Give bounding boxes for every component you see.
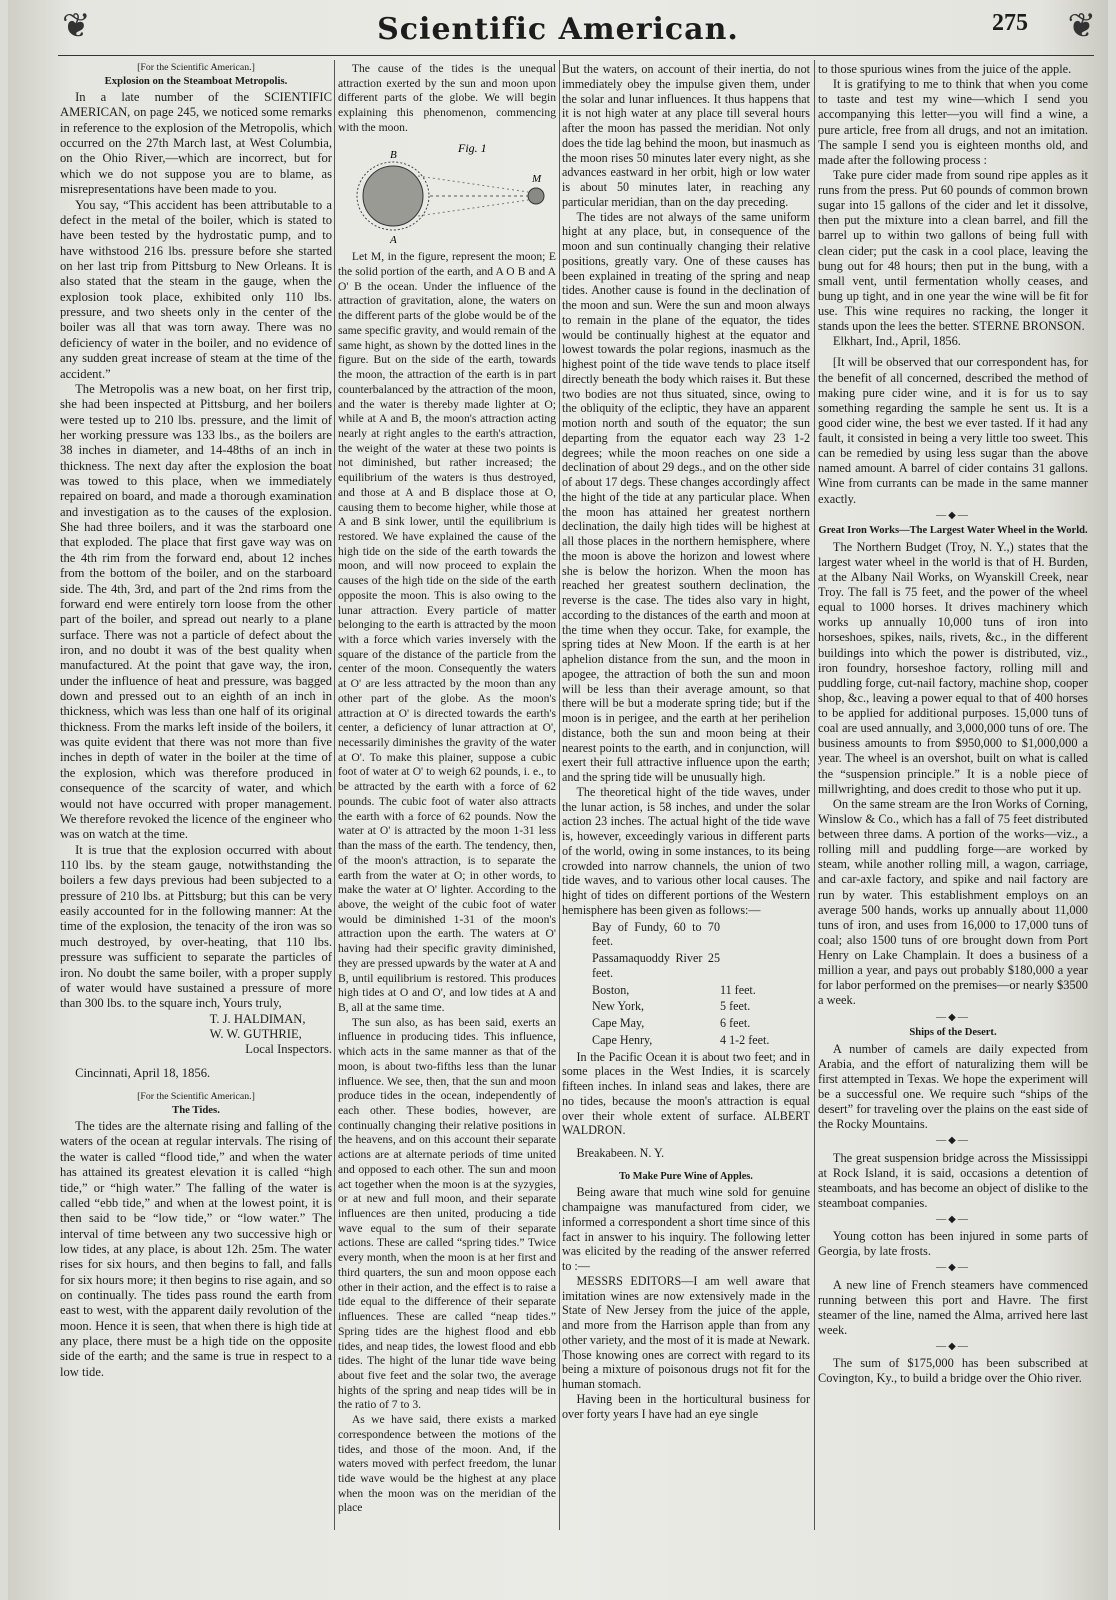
- paragraph: Being aware that much wine sold for genuine champaigne was manufactured from cider, we informed a correspondent a short time since of this fact in answer to his inquiry. The following letter was elicited by the reading of the answer referred to :—: [562, 1185, 810, 1274]
- article-headline: Explosion on the Steamboat Metropolis.: [104, 74, 288, 87]
- paragraph: As we have said, there exists a marked correspondence between the motions of the tides, and those of the moon. And, if the waters moved with perfect freedom, the lunar tide wave would be the highest at any place when the moon was on the meridian of the place: [338, 1413, 556, 1515]
- paragraph: In the Pacific Ocean it is about two feet; and in some places in the West Indies, it is scarcely fifteen inches. In inland seas and lakes, there are no tides, because the moon's attraction is equal over their whole extent of surface. ALBERT WALDRON.: [562, 1049, 810, 1138]
- dateline: Cincinnati, April 18, 1856.: [75, 1065, 211, 1080]
- signature: T. J. HALDIMAN,: [209, 1011, 306, 1026]
- column-3: [562, 62, 810, 1421]
- paragraph: The Metropolis was a new boat, on her first trip, she had been inspected at Pittsburg, and her boilers were tested up to 210 lbs. pressure, and the limit of her working pressure was 133 lbs., as the boilers are 38 inches in diameter, and 14-48ths of an inch in thickness. The next day after the explosion the boat was towed to this place, when we immediately repaired on board, and made a thorough examination and investigation as to the causes of the explosion. She had three boilers, and it was the starboard one that exploded. The place that first gave way was on the 4th rim from the forward end, about 12 inches from the bottom of the boiler, and on the starboard side. The 4th, 3rd, and part of the 2nd rims from the forward end were entirely torn loose from the other part of the boiler, and spread out nearly to a plane surface. There was not a particle of defect about the iron, and no doubt it was of the best quality when manufactured. At the point that gave way, the iron, under the influence of heat and pressure, was bagged down and pressed out to an eighth of an inch in thickness, which was less than one half of its original thickness. From the marks left inside of the boilers, it was quite evident that there was not more than five inches in depth of water in the boiler at the time of the explosion, which was therefore produced in consequence of the scarcity of water, and which would not have occurred with proper management. We therefore revoked the licence of the engineer who was on watch at the time.: [60, 381, 332, 842]
- article-headline: Great Iron Works—The Largest Water Wheel in the World.: [818, 524, 1088, 536]
- label-a: A: [390, 233, 397, 246]
- source-line: [For the Scientific American.]: [137, 62, 255, 73]
- paragraph: Elkhart, Ind., April, 1856.: [832, 334, 961, 349]
- column-divider: [334, 60, 335, 1530]
- column-divider: [814, 60, 815, 1530]
- tide-height: [720, 951, 810, 981]
- paragraph: The sum of $175,000 has been subscribed at Covington, Ky., to build a bridge over the Ohio river.: [818, 1356, 1088, 1386]
- source-line: [For the Scientific American.]: [137, 1091, 255, 1103]
- tide-table-row: [562, 951, 810, 981]
- tide-table-row: [562, 1033, 810, 1048]
- column-1: [60, 62, 332, 1380]
- paragraph: The great suspension bridge across the Mississippi at Rock Island, it is said, occasions a detention of steamboats, and has become an object of dislike to the steamboat companies.: [818, 1150, 1088, 1210]
- paragraph: The Northern Budget (Troy, N. Y.,) states that the largest water wheel in the world is that of H. Burden, at the Albany Nail Works, on Wyanskill Creek, near Troy. The fall is 75 feet, and the power of the wheel equal to 1000 horses. It drives machinery which works up annually 10,000 tuns of iron into horseshoes, spikes, nails, rivets, &c., in the different buildings into which the power is distributed, viz., iron foundry, horseshoe factory, rolling mill and puddling forge, cut-nail factory, machine shop, cooper shop, &c., leaving a power equal to that of 400 horses to be applied for additional purposes. 15,000 tuns of coal are used annually, and 3,000,000 tuns of ore. The business amounts to from $950,000 to $1,000,000 a year. The wheel is an overshot, built on what is called the “suspension principle.” It is a noble piece of millwrighting, and does credit to those who put it up.: [818, 539, 1088, 796]
- paragraph: Let M, in the figure, represent the moon; E the solid portion of the earth, and A O B and A O' B the ocean. Under the influence of the attraction of gravitation, alone, the waters on the different parts of the globe would be of the same specific gravity, and would remain of the same hight, as shown by the dotted lines in the figure. But on the side of the earth, towards the moon, the attraction of the earth is in part counterbalanced by the attraction of the moon, and the water is thereby made lighter at O; while at A and B, the moon's attraction acting nearly at right angles to the earth's attraction, the weight of the water at these two points is not diminished, but rather increased; the equilibrium of the waters is thus destroyed, and those at A and B displace those at O, causing them to become higher, while those at A and B sink lower, until the equilibrium is restored. We have explained the cause of the high tide on the side of the earth towards the moon, and will now proceed to explain the causes of the high tide on the side of the earth opposite the moon. This is also owing to the lunar attraction. Every particle of matter belonging to the earth is attracted by the moon with a force which varies inversely with the square of the distance of the particle from the center of the moon. Consequently the waters at O' are less attracted by the moon than any other part of the globe. As the moon's attraction at O' is directed towards the earth's center, a deficiency of lunar attraction at O', necessarily diminishes the gravity of the water at O'. To make this plainer, suppose a cubic foot of water at O' to weigh 62 pounds, i. e., to be attracted by the earth with a force of 62 pounds. The cubic foot of water also attracts the earth with a force of 62 pounds. Now the water at O' is attracted by the moon 1-31 less than the mass of the earth. The tendency, then, of the moon's attraction, is to separate the earth from the water at O; in other words, to make the water at O' lighter. According to the above, the weight of the cubic foot of water would be diminished 1-31 of the moon's attraction upon the earth. The waters at O' having had their specific gravity diminished, they are pressed upwards by the water at A and B, until equilibrium is restored. This produces high tides at O and O', and low tides at A and B, all at the same time.: [338, 250, 556, 1014]
- article-headline: Ships of the Desert.: [909, 1026, 997, 1038]
- paragraph: In a late number of the SCIENTIFIC AMERICAN, on page 245, we noticed some remarks in reference to the explosion of the Metropolis, which occurred on the 27th March last, at West Columbia, on the Ohio River,—which are incorrect, but for which we do not suppose you are to blame, as misrepresentations have been made to you.: [60, 90, 332, 197]
- location: Cape Henry,: [592, 1032, 653, 1047]
- corner-ornament-icon: ❦: [62, 8, 91, 45]
- section-divider-icon: —◆—: [936, 1135, 970, 1147]
- paragraph: to those spurious wines from the juice of the apple.: [818, 62, 1072, 76]
- figure-caption: Fig. 1: [458, 140, 487, 155]
- masthead-title: Scientific American.: [377, 12, 739, 47]
- column-4: [818, 62, 1088, 1387]
- paragraph: Having been in the horticultural business for over forty years I have had an eye single: [562, 1391, 810, 1421]
- paragraph: The sun also, as has been said, exerts an influence in producing tides. This influence, which acts in the same manner as that of the moon, is about two-fifths less than the lunar influence. We see, then, that the sun and moon produce tides in the ocean, independently of each other. These bodies, however, are continually changing their relative positions in the heavens, and on this account their separate actions are at alternate periods of time united and opposed to each other. The sun and moon act together when the moon is at the syzygies, or at new and full moon, and their separate influences are then united, producing a tide wave equal to the sum of their separate actions. These are called “spring tides.” Twice every month, when the moon is at her first and third quarters, the sun and moon oppose each other in their action, and the effect is to raise a tide equal to the difference of their separate influences. These are called “neap tides.” Spring tides are the highest flood and ebb tides, and neap tides, the lowest flood and ebb tides. The hight of the lunar tide wave being about five feet and the solar two, the average hights of the spring and neap tides will be in the ratio of 7 to 3.: [338, 1015, 556, 1412]
- header-rule: [58, 55, 1094, 56]
- location: New York,: [592, 999, 645, 1014]
- article-headline: The Tides.: [172, 1104, 220, 1117]
- location: Boston,: [592, 982, 630, 997]
- signature: Local Inspectors.: [245, 1042, 332, 1057]
- paragraph: On the same stream are the Iron Works of Corning, Winslow & Co., which has a fall of 75 feet distributed between three dams. A portion of the works—viz., a rolling mill and puddling forge—are worked by steam, while another rolling mill, a wagon, carriage, and car-axle factory, and spike and nail factory are run by water. This establishment employs on an average 500 hands, works up annually about 11,000 tuns of iron, and uses from 16,000 to 17,000 tuns of coal; also 1500 tuns of ore brought down from Port Henry on Lake Champlain. It does a business of a million a year, and pays out probably $180,000 a year for labor performed on the premises—or nearly $3500 a week.: [818, 796, 1088, 1008]
- attraction-line: [418, 176, 528, 192]
- paragraph: But the waters, on account of their inertia, do not immediately obey the impulse given them, under the solar and lunar influences. It thus happens that it is not high water at any place till several hours after the moon has passed the meridian. Not only does the tide lag behind the moon, but inasmuch as the moon rises 50 minutes later every night, as she advances eastward in her orbit, high or low water is about 50 minutes later, in reaching any particular meridian, than on the day preceding.: [562, 62, 810, 209]
- section-divider-icon: —◆—: [936, 1262, 970, 1274]
- location: Bay of Fundy, 60 to 70 feet.: [592, 919, 720, 949]
- section-divider-icon: —◆—: [936, 1011, 970, 1023]
- paragraph: The theoretical hight of the tide waves, under the lunar action, is 58 inches, and under the solar action 23 inches. The actual hight of the tide wave is, however, exceedingly various in different parts of the world, owing in some instances, to its being crowded into narrow channels, the union of two tide waves, and to various other local causes. The hight of tides on different portions of the Western hemisphere has been given as follows:—: [562, 784, 810, 917]
- label-b: B: [390, 148, 397, 161]
- page-number: 275: [992, 10, 1028, 36]
- paragraph: It is gratifying to me to think that when you come to taste and test my wine—which I send you accompanying this letter—you will find a wine, a pure article, free from all drugs, and not an imitation. The sample I send you is eighteen months old, and made after the following process :: [818, 77, 1088, 167]
- paragraph: A new line of French steamers have commenced running between this port and Havre. The first steamer of the line, named the Alma, arrived here last week.: [818, 1277, 1088, 1338]
- tide-table-row: [562, 1016, 810, 1031]
- dateline: Breakabeen. N. Y.: [576, 1146, 665, 1160]
- paragraph: Young cotton has been injured in some parts of Georgia, by late frosts.: [818, 1229, 1088, 1259]
- tide-height: 11 feet.: [720, 982, 756, 997]
- paragraph: You say, “This accident has been attributable to a defect in the metal of the boiler, which is stated to have been tested by the hydrostatic pump, and to have withstood 216 lbs. pressure before she started on her last trip from Pittsburg to New Orleans. It is also stated that the steam in the gauge, when the explosion took place, exhibited only 110 lbs. pressure, and two sheets only in the center of the boiler was all that was torn away. There was no deficiency of water in the boiler, and no evidence of any sudden great increase of steam at the time of the accident.”: [60, 197, 332, 381]
- column-2: [338, 62, 556, 1516]
- paragraph: MESSRS EDITORS—I am well aware that imitation wines are now extensively made in the State of New Jersey from the juice of the apple, and more from the Harrison apple than from any other variety, and the most of it is made at Newark. Those knowing ones are correct with regard to its being a mixture of poisonous drugs not fit for the human stomach.: [562, 1273, 810, 1392]
- tide-table-row: [562, 983, 810, 998]
- tide-height: 4 1-2 feet.: [720, 1032, 770, 1047]
- paragraph: [It will be observed that our correspondent has, for the benefit of all concerned, described the method of making pure cider wine, and it is for us to say something regarding the sample he sent us. It is a good cider wine, the best we ever tasted. If it had any fault, it consisted in being a very little too sweet. This can be remedied by using less sugar than the above named amount. A barrel of cider contains 31 gallons. Wine from currants can be made in the same manner exactly.: [818, 355, 1088, 506]
- section-divider-icon: —◆—: [936, 1214, 970, 1226]
- tide-table-row: [562, 920, 810, 950]
- moon-circle: [528, 188, 544, 204]
- paragraph: The cause of the tides is the unequal attraction exerted by the sun and moon upon different parts of the globe. We will begin explaining this phenomenon, commencing with the moon.: [338, 62, 556, 134]
- section-divider-icon: —◆—: [936, 509, 970, 521]
- paragraph: Take pure cider made from sound ripe apples as it runs from the press. Put 60 pounds of common brown sugar into 15 gallons of the cider and let it dissolve, then put the mixture into a clean barrel, and fill the barrel up to within two gallons of being full with clean cider; put the cask in a cool place, leaving the bung out for 48 hours; then put in the bung, with a small vent, until fermentation wholly ceases, and bung up tight, and in one year the wine will be fit for use. This wine requires no racking, the longer it stands upon the lees the better. STERNE BRONSON.: [818, 167, 1088, 334]
- earth-circle: [363, 166, 423, 226]
- tide-height: 5 feet.: [720, 999, 751, 1014]
- paragraph: The tides are not always of the same uniform hight at any place, but, in consequence of the moon and sun continually changing their relative positions, greatly vary. One of these causes has been explained in treating of the spring and neap tides. Another cause is found in the declination of the moon and sun. Were the sun and moon always to remain in the plane of the equator, the tides would be continually highest at the equator and lowest towards the polar regions, inasmuch as the highest point of the tide wave tends to place itself directly beneath the body which raises it. But these two bodies are not thus situated, since, owing to the obliquity of the ecliptic, they have an apparent motion north and south of the equator; the sun departing from the equator each way 23 1-2 degrees; while the moon reaches on one side a declination of about 29 degs., and on the other side of about 17 degs. These changes accordingly affect the hight of the tide at any particular place. When the moon has attained her greatest northern declination, the daily high tides will be highest at all those places in the northern hemisphere, where the moon is above the horizon and lowest where she is below the horizon. When the moon has reached her greatest southern declination, the reverse is the case. The tides also vary in hight, according to the distances of the earth and moon at the time when they occur. Take, for example, the spring tides at New Moon. If the earth is at her aphelion distance from the sun, and the moon in apogee, the attraction of both the sun and moon will be less than their average amount, so that there will be but a moderate spring tide; but if the moon is in perigee, and the earth at her perihelion distance, both the sun and moon being at their nearest points to the earth, and in conjunction, will exert their full attractive influence upon the earth; and the spring tide will be unusually high.: [562, 209, 810, 784]
- location: Cape May,: [592, 1016, 645, 1030]
- paragraph: It is true that the explosion occurred with about 110 lbs. by the steam gauge, notwithstanding the boilers a few days previous had been subjected to a pressure of 210 lbs. at Pittsburg; but this can be very easily accounted for in the following manner: At the time of the explosion, the tenacity of the iron was so much destroyed, by over-heating, that 110 lbs. pressure was sufficient to separate the particles of iron. No doubt the same boiler, with a proper supply of water would have sustained a pressure of more than 300 lbs. to the square inch, Yours truly,: [60, 842, 332, 1011]
- attraction-line: [418, 200, 528, 216]
- tide-diagram-figure: [338, 136, 556, 246]
- section-divider-icon: —◆—: [936, 1341, 970, 1353]
- paragraph: A number of camels are daily expected from Arabia, and the effort of naturalizing them will be first attempted in Texas. We hope the experiment will be a successful one. We require such “ships of the desert” for traveling over the plains on the east side of the Rocky Mountains.: [818, 1041, 1088, 1132]
- tide-height: 6 feet.: [720, 1016, 751, 1030]
- location: Passamaquoddy River 25 feet.: [592, 951, 720, 980]
- tide-height: [720, 920, 810, 950]
- paragraph: The tides are the alternate rising and falling of the waters of the ocean at regular intervals. The rising of the water is called “flood tide,” and when the water has attained its greatest elevation it is called “high tide,” or “high water.” The falling of the water is called “ebb tide,” and when at the lowest point, it is then said to be “low tide,” or “low water.” The interval of time between any two successive high or low tides, at any place, is about 12h. 25m. The water rises for six hours, and then begins to fall, and falls for six hours more; it then begins to rise again, and so on continually. The tides pass round the earth from east to west, with the apparent daily revolution of the moon. Hence it is seen, that when there is high tide at any place, there must be a high tide on the opposite side of the earth; and the same is true in respect to a low tide.: [60, 1119, 332, 1379]
- signature: W. W. GUTHRIE,: [209, 1026, 302, 1041]
- column-divider: [559, 60, 560, 1530]
- label-m: M: [532, 172, 542, 185]
- tide-table-row: [562, 999, 810, 1014]
- corner-ornament-icon: ❦: [1067, 8, 1096, 45]
- article-headline: To Make Pure Wine of Apples.: [619, 1170, 753, 1182]
